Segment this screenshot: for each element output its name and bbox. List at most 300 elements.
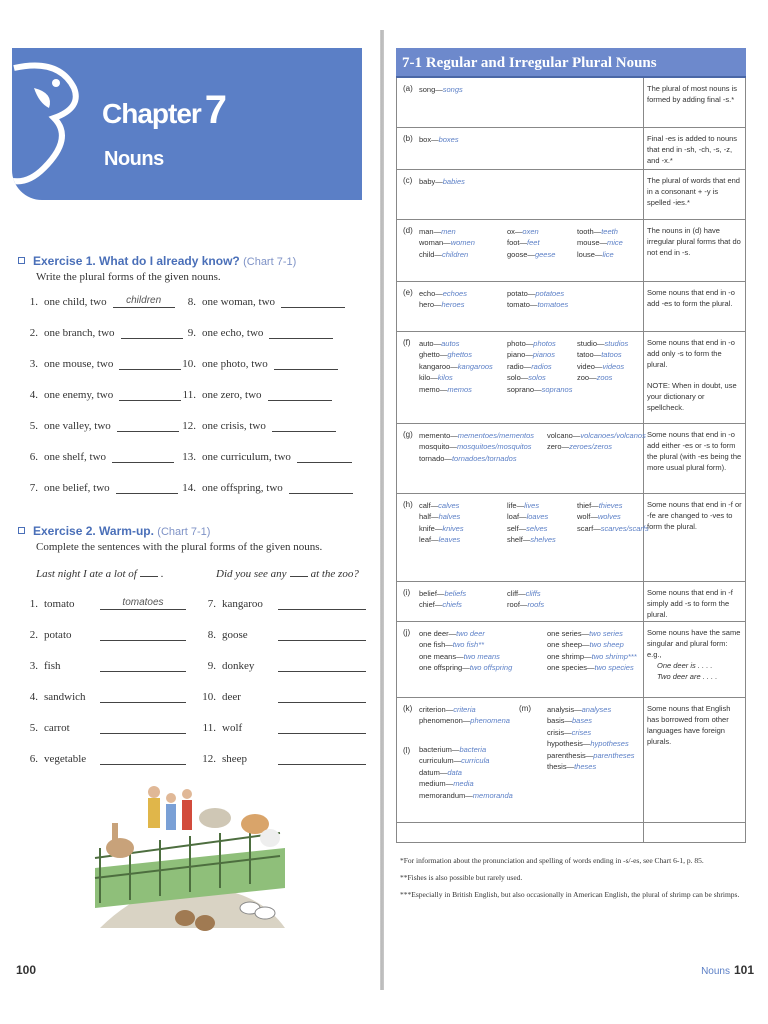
singular-form: potato— xyxy=(507,289,536,298)
plural-form: teeth xyxy=(601,227,618,236)
singular-form: mouse— xyxy=(577,238,608,248)
plural-form: data xyxy=(447,767,462,777)
item-number: 1. xyxy=(29,296,38,308)
plural-form: roofs xyxy=(527,600,545,610)
singular-form: datum— xyxy=(419,767,448,777)
exercise-item xyxy=(20,691,186,703)
row-label: (m) xyxy=(519,704,531,713)
plural-form: memos xyxy=(447,384,472,394)
item-prompt: one echo, two xyxy=(202,327,264,339)
explanation xyxy=(647,225,743,258)
left-page xyxy=(0,30,380,990)
explanation-text: The plural of words that end in a consonant + -y is spelled -ies.* xyxy=(647,176,740,207)
plural-form: pianos xyxy=(532,350,555,360)
item-number: 4. xyxy=(29,389,38,401)
word-column xyxy=(547,628,637,674)
exercise-item xyxy=(178,389,332,401)
exercise-item xyxy=(20,358,181,370)
answer-blank[interactable] xyxy=(281,296,345,308)
answer-blank[interactable] xyxy=(100,629,186,641)
singular-form: video— xyxy=(577,361,603,371)
chart-row xyxy=(397,78,745,128)
item-number: 12. xyxy=(182,420,196,432)
plural-form: kangaroos xyxy=(457,361,493,371)
word-column xyxy=(419,134,459,145)
exercise-item xyxy=(198,629,366,641)
singular-form: one series— xyxy=(547,629,590,638)
chart-title-bar xyxy=(396,48,746,78)
item-prompt: potato xyxy=(44,629,72,641)
word-column xyxy=(507,588,544,611)
plural-form: ghettos xyxy=(447,350,472,360)
item-number: 13. xyxy=(182,451,196,463)
singular-form: shelf— xyxy=(507,535,531,545)
singular-form: life— xyxy=(507,501,525,510)
item-prompt: one offspring, two xyxy=(202,482,283,494)
answer-blank[interactable] xyxy=(278,629,366,641)
singular-form: thief— xyxy=(577,501,599,510)
chapter-title: Chapter 7 xyxy=(102,88,227,132)
item-prompt: one photo, two xyxy=(202,358,268,370)
row-label: (f) xyxy=(403,338,411,347)
word-column xyxy=(419,500,464,546)
explanation xyxy=(647,337,743,413)
singular-form: one fish— xyxy=(419,640,453,650)
answer-blank[interactable] xyxy=(269,327,333,339)
example-sentence-left: Last night I ate a lot of . xyxy=(36,568,164,580)
chart-row xyxy=(397,332,745,424)
plural-form: beliefs xyxy=(444,589,467,598)
plural-form: volcanoes/volcanos xyxy=(580,431,646,440)
plural-form: solos xyxy=(528,373,546,383)
explanation xyxy=(647,133,743,166)
exercise-item xyxy=(20,482,178,494)
singular-form: leaf— xyxy=(419,535,439,545)
singular-form: one species— xyxy=(547,663,595,673)
item-number: 2. xyxy=(29,327,38,339)
singular-form: piano— xyxy=(507,350,533,360)
word-column xyxy=(419,84,463,95)
singular-form: loaf— xyxy=(507,512,527,522)
exercise-item xyxy=(198,753,366,765)
word-column xyxy=(577,500,649,534)
word-column xyxy=(419,628,512,674)
item-number: 4. xyxy=(29,691,38,703)
singular-form: volcano— xyxy=(547,431,581,440)
explanation xyxy=(647,627,743,682)
explanation-text: Some nouns that end in -o add either -es or -s to form the plural (with -es being the more usual plural form). xyxy=(647,430,742,472)
plural-form: curricula xyxy=(461,756,490,766)
singular-form: chief— xyxy=(419,600,443,610)
word-column xyxy=(419,430,534,464)
item-prompt: one mouse, two xyxy=(44,358,114,370)
footnote: *For information about the pronunciation and spelling of words ending in -s/-es, see Chart 6-1, p. 85. xyxy=(400,856,704,865)
singular-form: hypothesis— xyxy=(547,739,591,749)
explanation-example: One deer is . . . . xyxy=(657,661,713,670)
exercise-item xyxy=(20,389,181,401)
row-label: (k) xyxy=(403,704,413,713)
chart-row xyxy=(397,220,745,282)
answer-blank[interactable] xyxy=(268,389,332,401)
plural-form: babies xyxy=(442,177,465,186)
item-prompt: one child, two xyxy=(44,296,107,308)
item-prompt: one zero, two xyxy=(202,389,262,401)
plural-form: lives xyxy=(524,501,540,510)
word-column xyxy=(507,226,555,260)
singular-form: child— xyxy=(419,249,442,259)
item-number: 5. xyxy=(29,722,38,734)
singular-form: half— xyxy=(419,512,439,522)
checkbox-icon xyxy=(18,527,25,534)
word-column xyxy=(577,226,623,260)
plural-form: children xyxy=(441,249,469,259)
item-number: 6. xyxy=(29,753,38,765)
singular-form: belief— xyxy=(419,589,445,598)
item-number: 1. xyxy=(29,598,38,610)
singular-form: ox— xyxy=(507,227,523,236)
answer-blank[interactable] xyxy=(272,420,336,432)
item-prompt: one woman, two xyxy=(202,296,276,308)
plural-form: selves xyxy=(526,523,548,533)
plural-form: two offspring xyxy=(469,663,513,673)
singular-form: goose— xyxy=(507,249,535,259)
item-prompt: kangaroo xyxy=(222,598,263,610)
plural-form: lice xyxy=(602,249,614,259)
plural-form: geese xyxy=(534,249,556,259)
word-column xyxy=(419,588,466,611)
plural-form: radios xyxy=(531,361,552,371)
singular-form: roof— xyxy=(507,600,528,610)
plural-form: studios xyxy=(604,339,629,348)
exercise-item xyxy=(20,629,186,641)
exercise-item xyxy=(20,722,186,734)
explanation-text: Some nouns that end in -o add only -s to form the plural. xyxy=(647,338,735,369)
item-number: 14. xyxy=(182,482,196,494)
exercise-item xyxy=(178,358,338,370)
plural-form: loaves xyxy=(526,512,549,522)
item-prompt: one branch, two xyxy=(44,327,115,339)
singular-form: auto— xyxy=(419,339,442,348)
singular-form: mosquito— xyxy=(419,442,457,452)
row-label: (g) xyxy=(403,430,413,439)
word-column xyxy=(419,226,475,260)
plural-form: men xyxy=(441,227,456,236)
answer-blank[interactable] xyxy=(119,358,181,370)
item-prompt: carrot xyxy=(44,722,70,734)
plural-form: potatoes xyxy=(535,289,565,298)
plural-form: phenomena xyxy=(470,716,510,726)
plural-form: hypotheses xyxy=(590,739,629,749)
singular-form: box— xyxy=(419,135,439,144)
exercise-item xyxy=(198,660,366,672)
singular-form: photo— xyxy=(507,339,534,348)
item-number: 11. xyxy=(182,389,196,401)
exercise-item xyxy=(198,722,366,734)
word-column xyxy=(547,704,635,772)
exercise-item xyxy=(178,451,352,463)
answer-blank[interactable] xyxy=(113,296,175,308)
singular-form: parenthesis— xyxy=(547,750,594,760)
singular-form: tooth— xyxy=(577,227,602,236)
singular-form: curriculum— xyxy=(419,756,462,766)
plural-form: two shrimp*** xyxy=(591,651,637,661)
plural-form: zeroes/zeros xyxy=(569,442,613,452)
item-prompt: donkey xyxy=(222,660,255,672)
answer-blank[interactable] xyxy=(289,482,353,494)
explanation xyxy=(647,429,743,473)
word-column xyxy=(419,338,493,395)
answer-blank[interactable] xyxy=(278,753,366,765)
plural-form: media xyxy=(453,779,474,789)
item-prompt: one valley, two xyxy=(44,420,111,432)
plural-form: scarves/scarfs xyxy=(600,523,649,533)
singular-form: one offspring— xyxy=(419,663,470,673)
singular-form: thesis— xyxy=(547,762,575,772)
plural-form: bases xyxy=(572,716,593,726)
plural-form: knives xyxy=(442,523,464,533)
plural-form: analyses xyxy=(581,705,612,714)
item-number: 3. xyxy=(29,358,38,370)
answer-blank[interactable] xyxy=(121,327,183,339)
item-prompt: vegetable xyxy=(44,753,87,765)
row-label: (l) xyxy=(403,746,411,755)
exercise-item xyxy=(20,451,174,463)
plural-form: chiefs xyxy=(442,600,462,610)
plural-form: feet xyxy=(527,238,540,248)
plural-form: heroes xyxy=(441,300,465,310)
exercise-item xyxy=(178,420,336,432)
answer-blank[interactable] xyxy=(278,660,366,672)
explanation-text: The plural of most nouns is formed by adding final -s.* xyxy=(647,84,738,104)
plural-form: tomatoes xyxy=(537,300,569,310)
exercise-item xyxy=(20,598,186,610)
word-column xyxy=(419,288,467,311)
footnote: ***Especially in British English, but also occasionally in American English, the plural of shrimp can be shrimps. xyxy=(400,890,740,899)
plural-form: crises xyxy=(571,727,592,737)
page-number-left: 100 xyxy=(16,963,37,977)
chapter-banner xyxy=(12,48,362,200)
plural-form: parentheses xyxy=(593,750,635,760)
item-number: 9. xyxy=(187,327,196,339)
singular-form: zero— xyxy=(547,442,570,452)
plural-form: songs xyxy=(442,85,463,94)
fish-logo-icon xyxy=(12,48,94,198)
singular-form: echo— xyxy=(419,289,443,298)
exercise-item xyxy=(20,420,179,432)
exercise-item xyxy=(198,691,366,703)
plural-form: sopranos xyxy=(541,384,573,394)
plural-form: shelves xyxy=(530,535,556,545)
answer-blank[interactable] xyxy=(112,451,174,463)
item-number: 9. xyxy=(207,660,216,672)
singular-form: phenomenon— xyxy=(419,716,471,726)
explanation-text: Some nouns that English has borrowed from other languages have foreign plurals. xyxy=(647,704,731,746)
chart-row xyxy=(397,698,745,823)
exercise-2-instruction: Complete the sentences with the plural forms of the given nouns. xyxy=(36,541,323,553)
singular-form: tatoo— xyxy=(577,350,602,360)
answer-blank[interactable] xyxy=(278,722,366,734)
explanation xyxy=(647,175,743,208)
row-label: (d) xyxy=(403,226,413,235)
plural-form: tatoos xyxy=(601,350,622,360)
explanation xyxy=(647,83,743,105)
singular-form: criterion— xyxy=(419,705,454,714)
answer-blank[interactable] xyxy=(116,482,178,494)
page-number-right: Nouns 101 xyxy=(701,963,754,977)
row-label: (c) xyxy=(403,176,413,185)
singular-form: knife— xyxy=(419,523,443,533)
chart-row xyxy=(397,128,745,170)
singular-form: one shrimp— xyxy=(547,651,592,661)
row-label: (a) xyxy=(403,84,413,93)
plural-form: two deer xyxy=(456,629,485,638)
plural-form: two species xyxy=(594,663,634,673)
item-prompt: one enemy, two xyxy=(44,389,114,401)
answer-blank[interactable] xyxy=(100,598,186,610)
plural-form: kilos xyxy=(437,373,453,383)
chart-row xyxy=(397,170,745,220)
answer-text: children xyxy=(126,295,162,306)
plural-form: photos xyxy=(533,339,556,348)
item-number: 3. xyxy=(29,660,38,672)
chart-row xyxy=(397,282,745,332)
explanation-example: Two deer are . . . . xyxy=(657,672,718,681)
plural-form: tornadoes/tornados xyxy=(451,453,517,463)
exercise-item xyxy=(20,753,186,765)
item-prompt: one belief, two xyxy=(44,482,110,494)
singular-form: crisis— xyxy=(547,727,572,737)
exercise-item xyxy=(178,327,333,339)
singular-form: tomato— xyxy=(507,300,538,310)
item-prompt: goose xyxy=(222,629,248,641)
plural-form: videos xyxy=(602,361,625,371)
item-number: 5. xyxy=(29,420,38,432)
item-number: 8. xyxy=(207,629,216,641)
item-prompt: deer xyxy=(222,691,241,703)
singular-form: analysis— xyxy=(547,705,582,714)
plural-form: oxen xyxy=(522,227,539,236)
exercise-item xyxy=(20,327,183,339)
singular-form: ghetto— xyxy=(419,350,448,360)
singular-form: memo— xyxy=(419,384,448,394)
singular-form: solo— xyxy=(507,373,529,383)
word-column xyxy=(419,176,465,187)
answer-blank[interactable] xyxy=(100,691,186,703)
plural-form: mice xyxy=(607,238,623,248)
exercise-item xyxy=(198,598,366,610)
answer-blank[interactable] xyxy=(100,753,186,765)
plural-form: memoranda xyxy=(472,790,513,800)
plural-form: cliffs xyxy=(525,589,541,598)
exercise-1-instruction: Write the plural forms of the given nouns. xyxy=(36,271,221,283)
item-prompt: sheep xyxy=(222,753,248,765)
plural-form: theses xyxy=(574,762,597,772)
singular-form: louse— xyxy=(577,249,603,259)
singular-form: foot— xyxy=(507,238,528,248)
singular-form: studio— xyxy=(577,339,605,348)
chart-title: 7-1 Regular and Irregular Plural Nouns xyxy=(402,55,657,71)
answer-blank[interactable] xyxy=(119,389,181,401)
item-number: 10. xyxy=(202,691,216,703)
item-number: 11. xyxy=(202,722,216,734)
row-label: (j) xyxy=(403,628,411,637)
answer-blank[interactable] xyxy=(278,598,366,610)
explanation xyxy=(647,499,743,532)
explanation-text: Some nouns that end in -o add -es to form the plural. xyxy=(647,288,735,308)
exercise-item xyxy=(20,660,186,672)
singular-form: kilo— xyxy=(419,373,438,383)
plural-form: thieves xyxy=(598,501,623,510)
singular-form: radio— xyxy=(507,361,532,371)
item-prompt: fish xyxy=(44,660,61,672)
plural-nouns-chart xyxy=(396,78,746,843)
singular-form: memento— xyxy=(419,431,458,440)
answer-blank[interactable] xyxy=(117,420,179,432)
exercise-1-heading: Exercise 1. What do I already know? (Chart 7-1) xyxy=(18,254,296,268)
plural-form: autos xyxy=(441,339,460,348)
exercise-item xyxy=(178,482,353,494)
explanation-text: Some nouns have the same singular and plural form: e.g., xyxy=(647,628,741,659)
answer-blank[interactable] xyxy=(100,660,186,672)
singular-form: soprano— xyxy=(507,384,542,394)
word-column xyxy=(547,430,646,453)
row-label: (h) xyxy=(403,500,413,509)
explanation-text: The nouns in (d) have irregular plural forms that do not end in -s. xyxy=(647,226,741,257)
plural-form: mementoes/mementos xyxy=(457,431,535,440)
item-number: 8. xyxy=(187,296,196,308)
item-prompt: one curriculum, two xyxy=(202,451,291,463)
right-page xyxy=(384,30,768,990)
explanation xyxy=(647,587,743,620)
answer-blank[interactable] xyxy=(100,722,186,734)
footnote: **Fishes is also possible but rarely used. xyxy=(400,873,523,882)
singular-form: hero— xyxy=(419,300,442,310)
item-number: 10. xyxy=(182,358,196,370)
exercise-item xyxy=(178,296,345,308)
singular-form: wolf— xyxy=(577,512,598,522)
singular-form: basis— xyxy=(547,716,573,726)
singular-form: scarf— xyxy=(577,523,601,533)
explanation-text: Some nouns that end in -f or -fe are changed to -ves to form the plural. xyxy=(647,500,742,531)
plural-form: women xyxy=(450,238,475,248)
word-column xyxy=(419,704,510,727)
item-number: 6. xyxy=(29,451,38,463)
item-number: 7. xyxy=(207,598,216,610)
plural-form: leaves xyxy=(438,535,461,545)
exercise-item xyxy=(20,296,175,308)
item-number: 2. xyxy=(29,629,38,641)
answer-blank[interactable] xyxy=(274,358,338,370)
answer-blank[interactable] xyxy=(297,451,352,463)
word-column xyxy=(507,500,556,546)
plural-form: two series xyxy=(589,629,623,638)
plural-form: two sheep xyxy=(589,640,624,650)
singular-form: kangaroo— xyxy=(419,361,458,371)
answer-text: tomatoes xyxy=(122,597,164,608)
singular-form: self— xyxy=(507,523,527,533)
explanation-note: NOTE: When in doubt, use your dictionary or spellcheck. xyxy=(647,381,737,412)
chart-row xyxy=(397,622,745,698)
singular-form: memorandum— xyxy=(419,790,473,800)
plural-form: mosquitoes/mosquitos xyxy=(456,442,532,452)
chapter-subtitle: Nouns xyxy=(104,148,164,170)
chart-row xyxy=(397,424,745,494)
plural-form: calves xyxy=(438,501,460,510)
explanation xyxy=(647,287,743,309)
singular-form: bacterium— xyxy=(419,745,460,754)
answer-blank[interactable] xyxy=(278,691,366,703)
singular-form: baby— xyxy=(419,177,443,186)
